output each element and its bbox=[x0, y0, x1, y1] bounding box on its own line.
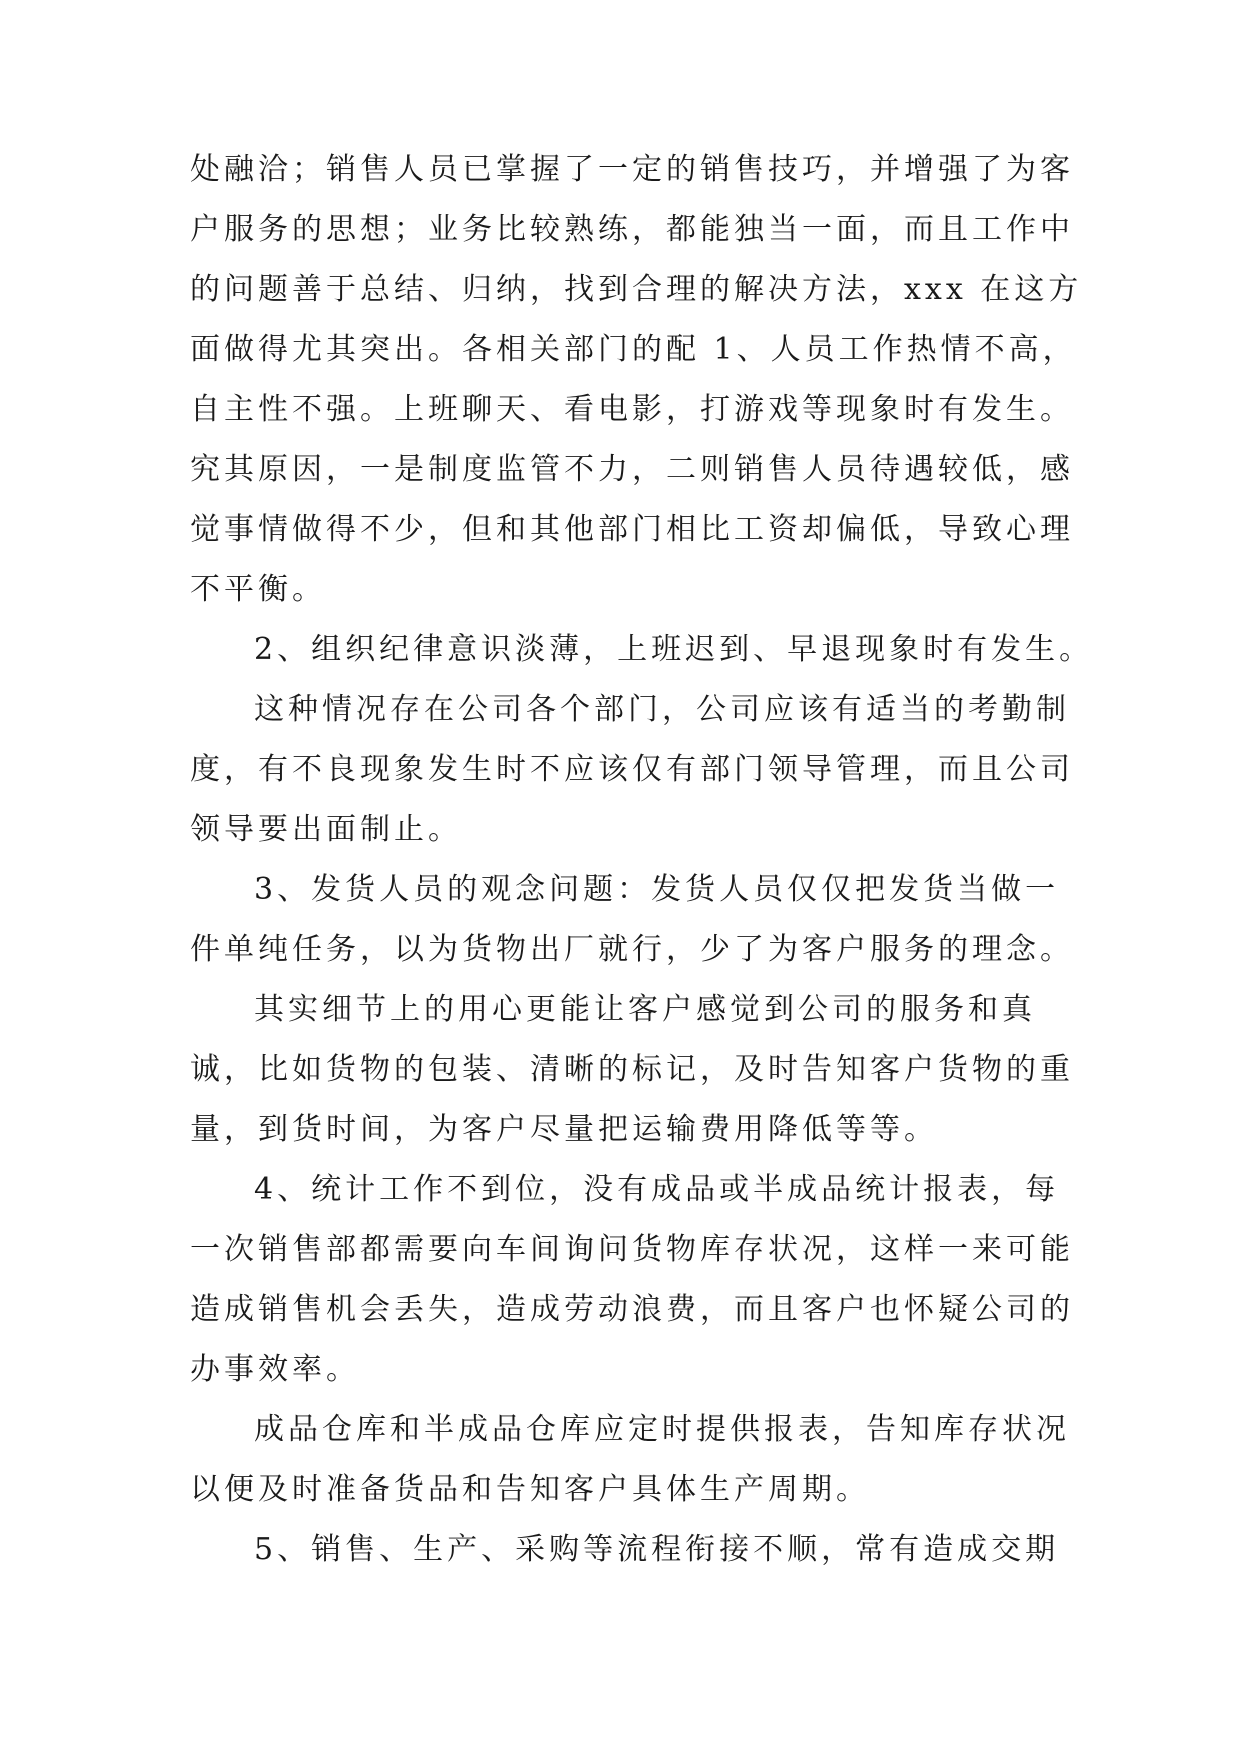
text-line: 2、组织纪律意识淡薄，上班迟到、早退现象时有发生。 bbox=[254, 632, 1094, 667]
text-line: 成品仓库和半成品仓库应定时提供报表，告知库存状况 bbox=[254, 1412, 1070, 1447]
text-line: 不平衡。 bbox=[190, 572, 326, 607]
text-line: 一次销售部都需要向车间询问货物库存状况，这样一来可能 bbox=[190, 1232, 1074, 1267]
text-line: 件单纯任务，以为货物出厂就行，少了为客户服务的理念。 bbox=[190, 932, 1074, 967]
text-line: 户服务的思想；业务比较熟练，都能独当一面，而且工作中 bbox=[190, 212, 1074, 247]
text-line: 办事效率。 bbox=[190, 1352, 360, 1387]
text-line: 究其原因，一是制度监管不力，二则销售人员待遇较低，感 bbox=[190, 452, 1074, 487]
text-line: 这种情况存在公司各个部门，公司应该有适当的考勤制 bbox=[254, 692, 1070, 727]
text-line: 造成销售机会丢失，造成劳动浪费，而且客户也怀疑公司的 bbox=[190, 1292, 1074, 1327]
text-line: 的问题善于总结、归纳，找到合理的解决方法，xxx 在这方 bbox=[190, 272, 1083, 307]
text-line: 以便及时准备货品和告知客户具体生产周期。 bbox=[190, 1472, 870, 1507]
text-line: 5、销售、生产、采购等流程衔接不顺，常有造成交期 bbox=[254, 1532, 1060, 1567]
text-line: 领导要出面制止。 bbox=[190, 812, 462, 847]
text-line: 处融洽；销售人员已掌握了一定的销售技巧，并增强了为客 bbox=[190, 152, 1074, 187]
text-line: 诚，比如货物的包装、清晰的标记，及时告知客户货物的重 bbox=[190, 1052, 1074, 1087]
text-line: 自主性不强。上班聊天、看电影，打游戏等现象时有发生。 bbox=[190, 392, 1074, 427]
text-line: 度，有不良现象发生时不应该仅有部门领导管理，而且公司 bbox=[190, 752, 1074, 787]
text-line: 其实细节上的用心更能让客户感觉到公司的服务和真 bbox=[254, 992, 1036, 1027]
text-line: 面做得尤其突出。各相关部门的配 1、人员工作热情不高， bbox=[190, 332, 1077, 367]
text-line: 觉事情做得不少，但和其他部门相比工资却偏低，导致心理 bbox=[190, 512, 1074, 547]
text-line: 量，到货时间，为客户尽量把运输费用降低等等。 bbox=[190, 1112, 938, 1147]
text-line: 4、统计工作不到位，没有成品或半成品统计报表，每 bbox=[254, 1172, 1060, 1207]
text-line: 3、发货人员的观念问题：发货人员仅仅把发货当做一 bbox=[254, 872, 1060, 907]
